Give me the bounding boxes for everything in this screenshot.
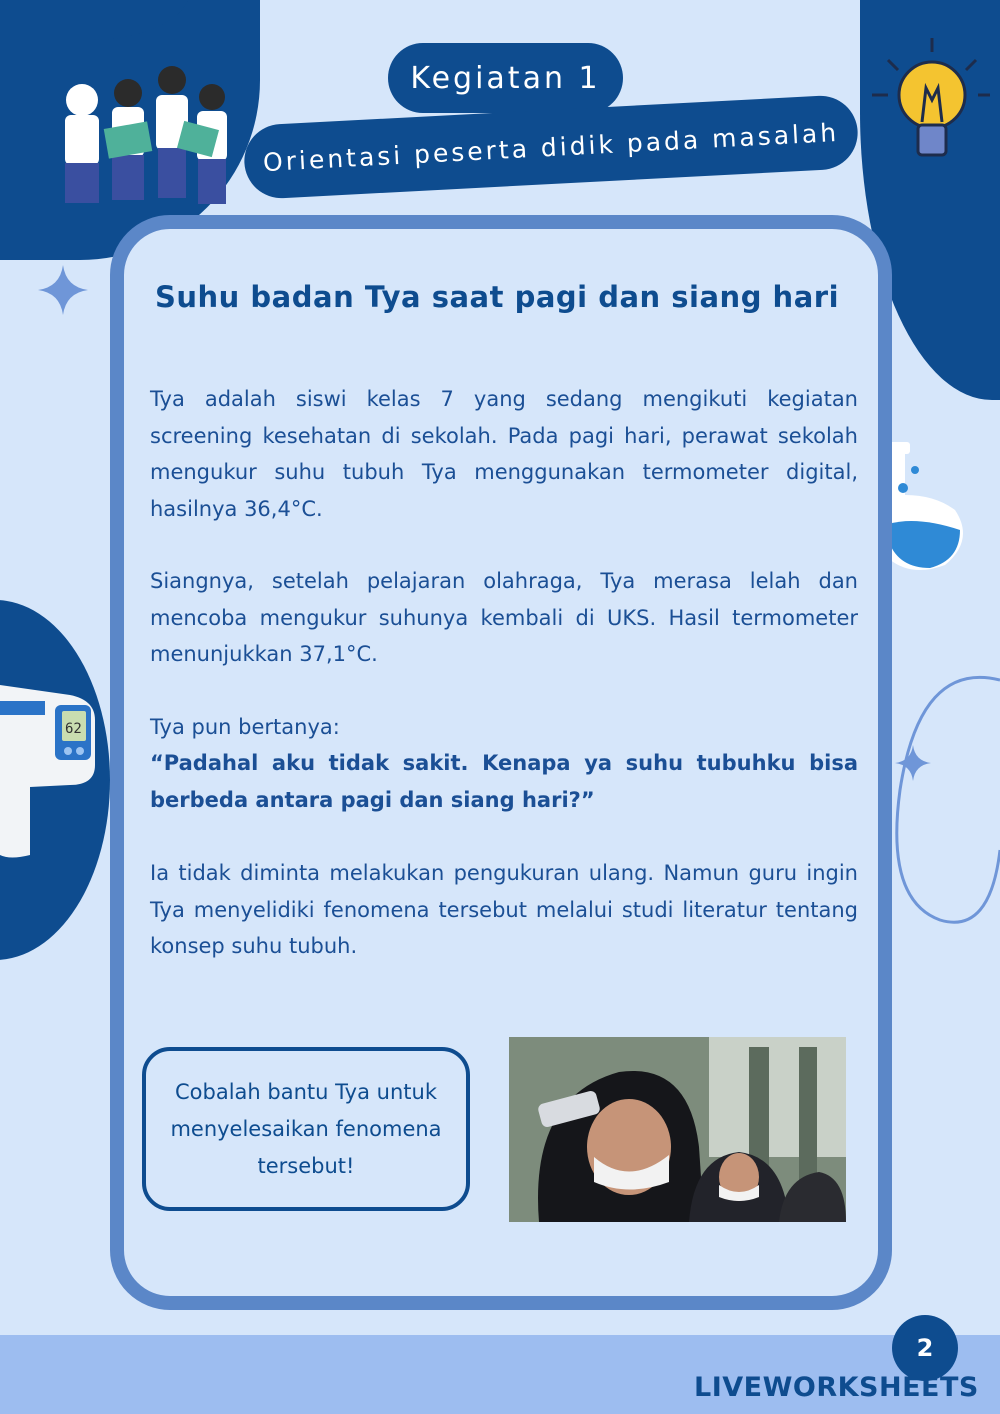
activity-subtitle: Orientasi peserta didik pada masalah — [262, 117, 840, 177]
hint-text: Cobalah bantu Tya untuk menyelesaikan fenomena tersebut! — [170, 1079, 442, 1178]
activity-label-pill — [388, 43, 623, 113]
thermometer-gun-illustration — [0, 675, 100, 865]
paragraph-1: Tya adalah siswi kelas 7 yang sedang mengikuti kegiatan screening kesehatan di sekolah. Pada pagi hari, perawat sekolah mengukur suhu tubuh Tya menggunakan termometer digital, hasilnya 36,4°C. — [150, 387, 858, 521]
question-intro: Tya pun bertanya: — [150, 715, 340, 739]
activity-subtitle-pill — [242, 94, 859, 200]
sparkle-icon — [38, 265, 88, 315]
decorative-curve — [880, 670, 1000, 950]
temperature-check-photo — [509, 1037, 846, 1222]
students-illustration — [20, 55, 240, 215]
lightbulb-icon — [870, 30, 990, 170]
hint-box — [142, 1047, 470, 1211]
paragraph-2: Siangnya, setelah pelajaran olahraga, Tya merasa lelah dan mencoba mengukur suhunya kembali di UKS. Hasil termometer menunjukkan 37,1°C. — [150, 569, 858, 666]
page-title: Suhu badan Tya saat pagi dan siang hari — [155, 280, 840, 314]
photo-illustration — [509, 1037, 846, 1222]
brand-text: LIVEWORKSHEETS — [694, 1372, 979, 1403]
activity-label: Kegiatan 1 — [410, 60, 601, 96]
page-number-text: 2 — [916, 1334, 934, 1362]
thermometer-display: 62 — [65, 721, 82, 737]
paragraph-3: Ia tidak diminta melakukan pengukuran ulang. Namun guru ingin Tya menyelidiki fenomena tersebut melalui studi literatur tentang konsep suhu tubuh. — [150, 861, 858, 958]
question-quote: “Padahal aku tidak sakit. Kenapa ya suhu tubuhku bisa berbeda antara pagi dan siang hari?” — [150, 751, 858, 812]
brand-logo[interactable] — [694, 1372, 979, 1403]
